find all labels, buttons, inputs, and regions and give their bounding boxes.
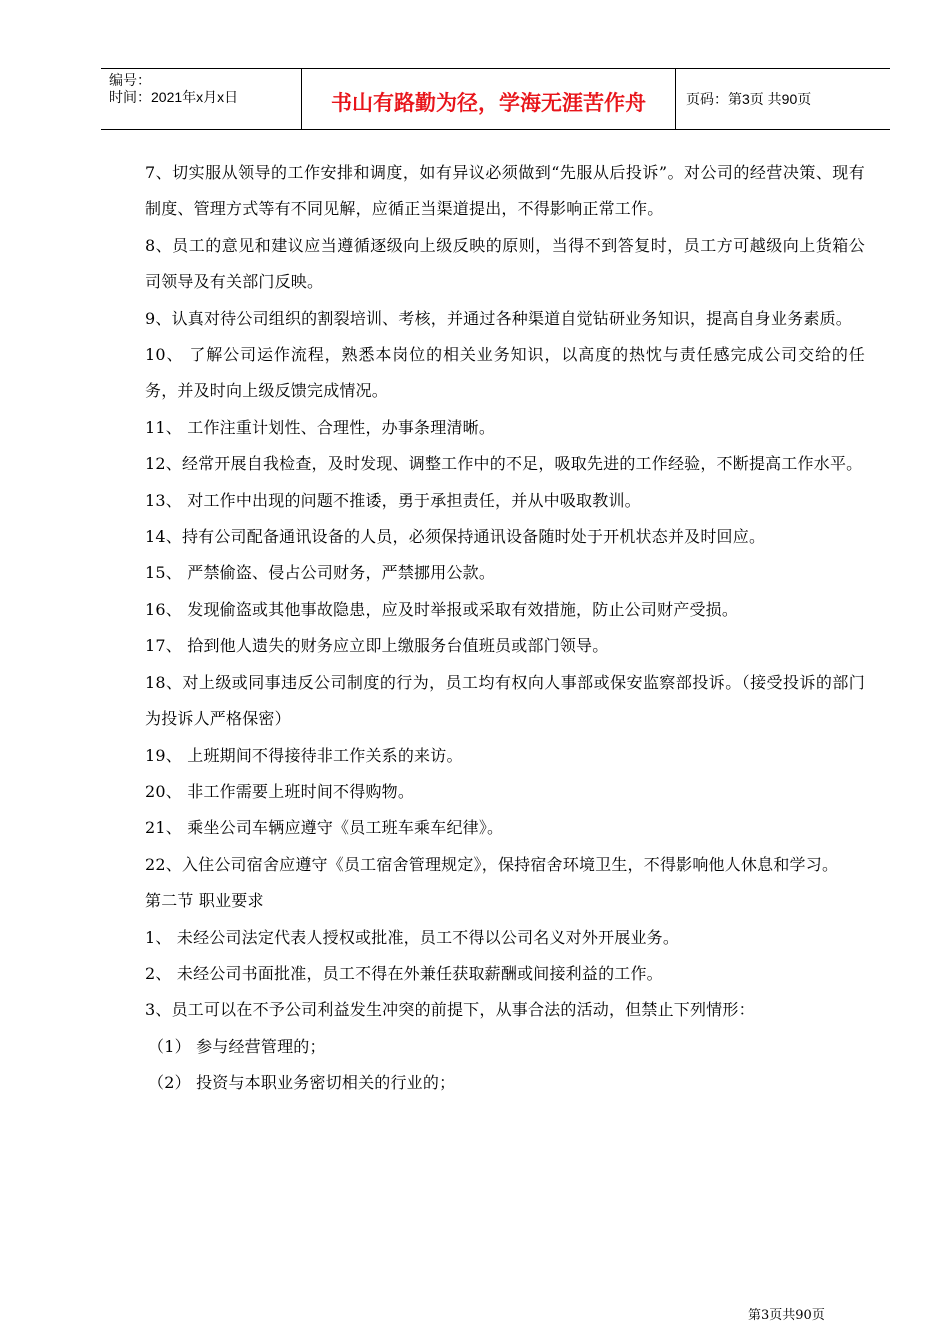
paragraph: 18、对上级或同事违反公司制度的行为，员工均有权向人事部或保安监察部投诉。（接受投诉的部门为投诉人严格保密） <box>145 672 865 729</box>
body-text <box>145 155 865 1102</box>
header-page-cell <box>676 69 890 129</box>
paragraph: 21、 乘坐公司车辆应遵守《员工班车乘车纪律》。 <box>145 818 504 838</box>
paragraph: 3、员工可以在不予公司利益发生冲突的前提下，从事合法的活动，但禁止下列情形： <box>145 1000 755 1020</box>
paragraph: 2、 未经公司书面批准，员工不得在外兼任获取薪酬或间接利益的工作。 <box>145 963 663 983</box>
paragraph: 13、 对工作中出现的问题不推诿，勇于承担责任，并从中吸取教训。 <box>145 490 641 510</box>
paragraph: 10、 了解公司运作流程，熟悉本岗位的相关业务知识，以高度的热忱与责任感完成公司交给的任务，并及时向上级反馈完成情况。 <box>145 345 865 401</box>
time-label: 时间：2021年x月x日 <box>109 89 239 105</box>
paragraph: 8、员工的意见和建议应当遵循逐级向上级反映的原则，当得不到答复时，员工方可越级向上货箱公司领导及有关部门反映。 <box>145 235 865 292</box>
header-meta-cell <box>101 69 302 129</box>
paragraph: 7、切实服从领导的工作安排和调度，如有异议必须做到“先服从后投诉”。对公司的经营决策、现有制度、管理方式等有不同见解，应循正当渠道提出，不得影响正常工作。 <box>145 163 865 219</box>
paragraph: 20、 非工作需要上班时间不得购物。 <box>145 781 415 801</box>
paragraph: 11、 工作注重计划性、合理性，办事条理清晰。 <box>145 417 496 437</box>
paragraph: （1） 参与经营管理的； <box>148 1036 326 1056</box>
header-motto-cell <box>302 69 676 129</box>
paragraph: 22、入住公司宿舍应遵守《员工宿舍管理规定》，保持宿舍环境卫生，不得影响他人休息和学习。 <box>145 854 839 874</box>
paragraph: 9、认真对待公司组织的割裂培训、考核，并通过各种渠道自觉钻研业务知识，提高自身业务素质。 <box>145 308 852 328</box>
paragraph: 17、 拾到他人遗失的财务应立即上缴服务台值班员或部门领导。 <box>145 636 609 656</box>
paragraph: 1、 未经公司法定代表人授权或批准，员工不得以公司名义对外开展业务。 <box>145 927 680 947</box>
paragraph: 15、 严禁偷盗、侵占公司财务，严禁挪用公款。 <box>145 563 496 583</box>
page-footer: 第3页共90页 <box>748 1308 825 1323</box>
paragraph: 16、 发现偷盗或其他事故隐患，应及时举报或采取有效措施，防止公司财产受损。 <box>145 599 739 619</box>
paragraph: （2） 投资与本职业务密切相关的行业的； <box>148 1073 456 1093</box>
page-header <box>101 68 890 130</box>
header-motto: 书山有路勤为径，学海无涯苦作舟 <box>331 91 646 115</box>
section-heading: 第二节 职业要求 <box>145 891 264 911</box>
paragraph: 12、经常开展自我检查，及时发现、调整工作中的不足，吸取先进的工作经验，不断提高工作水平。 <box>145 454 863 474</box>
paragraph: 19、 上班期间不得接待非工作关系的来访。 <box>145 745 463 765</box>
serial-label: 编号： <box>109 72 151 88</box>
paragraph: 14、持有公司配备通讯设备的人员，必须保持通讯设备随时处于开机状态并及时回应。 <box>145 527 766 547</box>
header-page-info: 页码：第3页 共90页 <box>686 91 812 107</box>
